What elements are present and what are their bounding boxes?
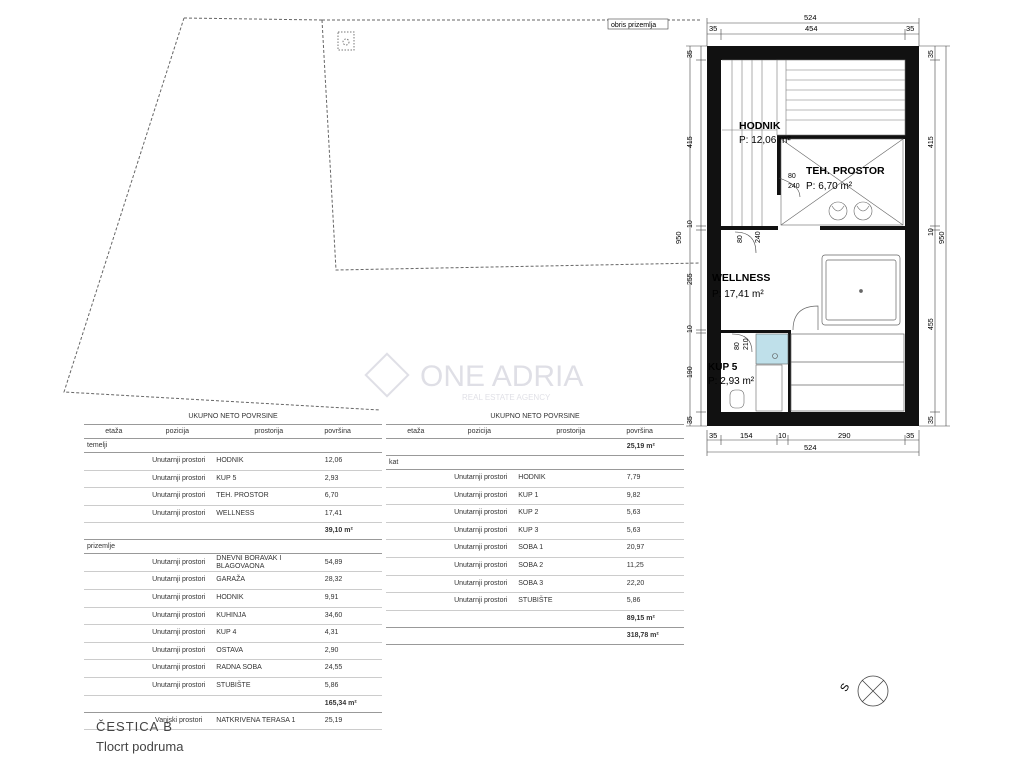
- col-povrsina: površina: [626, 428, 653, 435]
- door1-height: 240: [788, 183, 800, 190]
- table1-section-prizemlje: prizemlje: [84, 540, 382, 554]
- room-hodnik-name: HODNIK: [739, 120, 781, 132]
- table2-grand-total: 318,78 m²: [386, 628, 684, 645]
- table-row: Unutarnji prostori HODNIK 9,91: [84, 590, 382, 608]
- dim-left-5: 10: [687, 325, 694, 333]
- table-row: Unutarnji prostori WELLNESS 17,41: [84, 506, 382, 524]
- dim-left-6: 190: [687, 366, 694, 378]
- room-hodnik-area: P: 12,06 m²: [739, 135, 791, 146]
- table-row: Unutarnji prostori KUHINJA 34,60: [84, 608, 382, 626]
- dim-bottom-2: 154: [740, 431, 753, 440]
- table-row: Unutarnji prostori HODNIK 12,06: [84, 453, 382, 471]
- room-kup5-area: P: 2,93 m²: [708, 376, 755, 387]
- col-prostorija: prostorija: [556, 428, 586, 435]
- dim-bottom-total: 524: [804, 443, 817, 452]
- col-prostorija: prostorija: [254, 428, 284, 435]
- watermark-text: ONE ADRIA: [420, 360, 584, 393]
- room-teh-name: TEH. PROSTOR: [806, 165, 885, 177]
- table2-title: UKUPNO NETO POVRSINE: [386, 410, 684, 425]
- table-row: Unutarnji prostori SOBA 3 22,20: [386, 576, 684, 594]
- table-row: Unutarnji prostori STUBIŠTE 5,86: [84, 678, 382, 696]
- dim-left-4: 255: [687, 273, 694, 285]
- corner-marker: [338, 32, 354, 50]
- col-povrsina: površina: [324, 428, 351, 435]
- table-row: Unutarnji prostori SOBA 1 20,97: [386, 540, 684, 558]
- north-arrow: [858, 676, 888, 706]
- table-row: Unutarnji prostori STUBIŠTE 5,86: [386, 593, 684, 611]
- table-row: Unutarnji prostori KUP 4 4,31: [84, 625, 382, 643]
- table-row: Unutarnji prostori SOBA 2 11,25: [386, 558, 684, 576]
- table1-subtotal-temelji: 39,10 m²: [84, 523, 382, 540]
- dim-bottom-3: 10: [778, 431, 787, 440]
- table1-section-temelji: temelji: [84, 439, 382, 453]
- table-row: Unutarnji prostori KUP 5 2,93: [84, 471, 382, 489]
- col-etaza: etaža: [105, 428, 123, 435]
- table1-header-row: [84, 425, 382, 439]
- room-teh-area: P: 6,70 m²: [806, 181, 853, 192]
- room-kup5-name: KUP 5: [708, 362, 738, 373]
- col-pozicija: pozicija: [165, 428, 190, 435]
- door1-width: 80: [788, 173, 796, 180]
- table-row: Unutarnji prostori KUP 2 5,63: [386, 505, 684, 523]
- room-wellness-area: P: 17,41 m²: [712, 289, 764, 300]
- dim-bottom-4: 290: [838, 431, 851, 440]
- ground-floor-outline: [64, 18, 700, 410]
- dim-top-total: 524: [804, 13, 817, 22]
- dim-right-2: 415: [928, 136, 935, 148]
- dim-bottom-1: 35: [709, 431, 718, 440]
- table2-header-row: [386, 425, 684, 439]
- table-row: Unutarnji prostori OSTAVA 2,90: [84, 643, 382, 661]
- col-etaza: etaža: [407, 428, 425, 435]
- door2-height: 240: [755, 231, 762, 243]
- table2-section-kat: kat: [386, 456, 684, 470]
- table-row: Unutarnji prostori TEH. PROSTOR 6,70: [84, 488, 382, 506]
- col-pozicija: pozicija: [467, 428, 492, 435]
- obris-label: obris prizemlja: [611, 22, 657, 29]
- dim-left-3: 10: [687, 220, 694, 228]
- table2-subtotal-kat: 89,15 m²: [386, 611, 684, 628]
- table1-subtotal-prizemlje: 165,34 m²: [84, 696, 382, 713]
- area-table-2: [386, 410, 684, 645]
- dim-left-1: 35: [687, 50, 694, 58]
- table-row: Vanjski prostori NATKRIVENA TERASA 1 25,19: [84, 713, 382, 731]
- north-arrow-letter: S: [838, 681, 853, 694]
- table1-title: UKUPNO NETO POVRSINE: [84, 410, 382, 425]
- table-row: Unutarnji prostori RADNA SOBA 24,55: [84, 660, 382, 678]
- dim-right-1: 35: [928, 50, 935, 58]
- table-row: Unutarnji prostori KUP 1 9,82: [386, 488, 684, 506]
- watermark: [366, 354, 584, 402]
- dim-bottom-5: 35: [906, 431, 915, 440]
- door3-width: 80: [734, 342, 741, 350]
- table-row: Unutarnji prostori GARAŽA 28,32: [84, 572, 382, 590]
- dim-top-mid: 454: [805, 24, 818, 33]
- dim-left-2: 415: [687, 136, 694, 148]
- dim-top-left: 35: [709, 24, 718, 33]
- table-row: Unutarnji prostori HODNIK 7,79: [386, 470, 684, 488]
- room-wellness-name: WELLNESS: [712, 272, 771, 284]
- door3-height: 210: [743, 338, 750, 350]
- dim-top-right: 35: [906, 24, 915, 33]
- dim-left-total: 950: [674, 231, 683, 244]
- dim-left-7: 35: [687, 416, 694, 424]
- table-row: Unutarnji prostori KUP 3 5,63: [386, 523, 684, 541]
- dim-right-5: 35: [928, 416, 935, 424]
- door2-width: 80: [737, 235, 744, 243]
- caption-plan-title: Tlocrt podruma: [96, 739, 184, 754]
- dim-right-4: 455: [928, 318, 935, 330]
- dim-right-3: 10: [928, 228, 935, 236]
- area-table-1: [84, 410, 382, 730]
- watermark-subtext: REAL ESTATE AGENCY: [462, 393, 551, 402]
- table-row: Unutarnji prostori DNEVNI BORAVAK I BLAGOVAONA 54,89: [84, 554, 382, 572]
- dim-right-total: 950: [937, 231, 946, 244]
- table2-carry-total: 25,19 m²: [386, 439, 684, 456]
- caption-parcel: ČESTICA B: [96, 719, 173, 734]
